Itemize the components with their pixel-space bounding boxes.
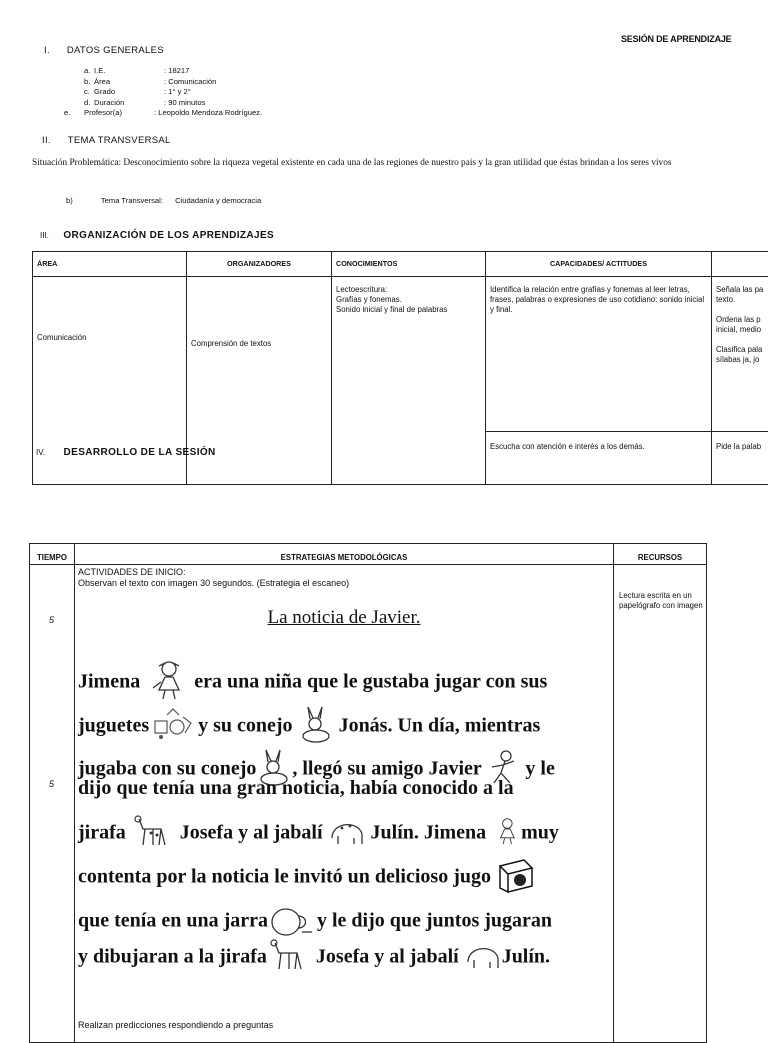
section-number: IV. [36,448,45,457]
section-title: DATOS GENERALES [67,45,164,56]
story-line: Jimena era una niña que le gustaba jugar con sus [78,660,547,706]
story-line: jugaba con su conejo , llegó su amigo Javier y le [78,748,555,792]
giraffe-icon [267,939,311,977]
cell-area: Comunicación [33,277,187,485]
table-row [30,565,707,1043]
header-organizadores: ORGANIZADORES [187,252,332,277]
section-number: III. [40,231,49,240]
header-recursos: RECURSOS [614,544,707,565]
cell-organizador: Comprensión de textos [187,277,332,485]
datos-row: c. Grado : 1° y 2° [84,87,262,98]
datos-row: d. Duración : 90 minutos [84,98,262,109]
inicio-block [78,567,349,588]
header-area: ÁREA [33,252,187,277]
story-line: jirafa Josefa y al jabalí Julín. Jimena muy [78,813,559,855]
toys-icon [149,707,193,747]
section-title: ORGANIZACIÓN DE LOS APRENDIZAJES [63,230,274,241]
situacion-problematica: Situación Problemática: Desconocimiento sobre la riqueza vegetal existente en cada una de las regiones de nuestro país y la gran utilidad que éstas brindan a los seres vivos [32,158,750,169]
datos-row: e. Profesor(a) : Leopoldo Mendoza Rodríguez. [64,108,262,119]
datos-row: b. Área : Comunicación [84,77,262,88]
story-line: y dibujaran a la jirafa Josefa y al jabalí Julín. [78,939,550,977]
juice-box-icon [496,856,536,900]
table-row [33,277,768,432]
section-2-heading [42,135,171,146]
section-1-heading [44,45,164,56]
desarrollo-table [29,543,707,1043]
cell-indicador-actitud: Pide la palab [712,431,768,484]
boar-icon [328,816,366,852]
document-title: SESIÓN DE APRENDIZAJE [621,34,732,44]
story-line: juguetes y su conejo Jonás. Un día, mientras [78,705,540,749]
cell-recursos: Lectura escrita en un papelógrafo con imagen [614,565,707,1043]
boar-icon [464,940,502,976]
section-4-heading [36,442,216,460]
rabbit-icon [298,705,334,749]
tiempo-lectura: 5 [49,779,54,789]
header-tiempo: TIEMPO [30,544,75,565]
girl-icon [491,813,521,855]
story-line: contenta por la noticia le invitó un delicioso jugo [78,856,536,900]
tema-transversal-line: b) Tema Transversal: Ciudadanía y democracia [66,196,261,207]
story-line: que tenía en una jarra y le dijo que juntos jugaran [78,900,552,944]
story-title: La noticia de Javier. [75,607,613,629]
section-number: II. [42,135,51,146]
header-capacidades: CAPACIDADES/ ACTITUDES [486,252,712,277]
cell-capacidad: Identifica la relación entre grafías y fonemas al leer letras, frases, palabras o expresiones de uso cotidiano: sonido inicial y final. [486,277,712,432]
girl-icon [145,660,189,706]
datos-row: a. I.E. : 18217 [84,66,262,77]
cell-conocimientos: Lectoescritura: Grafías y fonemas. Sonido inicial y final de palabras [332,277,486,485]
cell-indicadores: Señala las pa texto. Ordena las p inicial, medio Clasifica pala sílabas ja, jo [712,277,768,432]
section-number: I. [44,45,50,56]
story-line: dijo que tenía una gran noticia, había conocido a la [78,777,514,800]
section-3-heading [40,225,274,243]
tiempo-inicio: 5 [49,615,54,625]
section-title: DESARROLLO DE LA SESIÓN [64,447,216,458]
cell-tiempo [30,565,75,1043]
section-title: TEMA TRANSVERSAL [68,135,171,146]
header-estrategias: ESTRATEGIAS METODOLÓGICAS [75,544,614,565]
cell-actitud: Escucha con atención e interés a los demás. [486,431,712,484]
header-indicadores [712,252,768,277]
jug-icon [268,900,312,944]
inicio-title: ACTIVIDADES DE INICIO: [78,567,349,578]
predicciones-text: Realizan predicciones respondiendo a preguntas [78,1020,273,1030]
table-header-row [33,252,768,277]
giraffe-icon [131,815,175,853]
inicio-text: Observan el texto con imagen 30 segundos. (Estrategia el escaneo) [78,578,349,589]
header-conocimientos: CONOCIMIENTOS [332,252,486,277]
table-header-row [30,544,707,565]
cell-estrategias [75,565,614,1043]
datos-generales-list [84,66,262,119]
